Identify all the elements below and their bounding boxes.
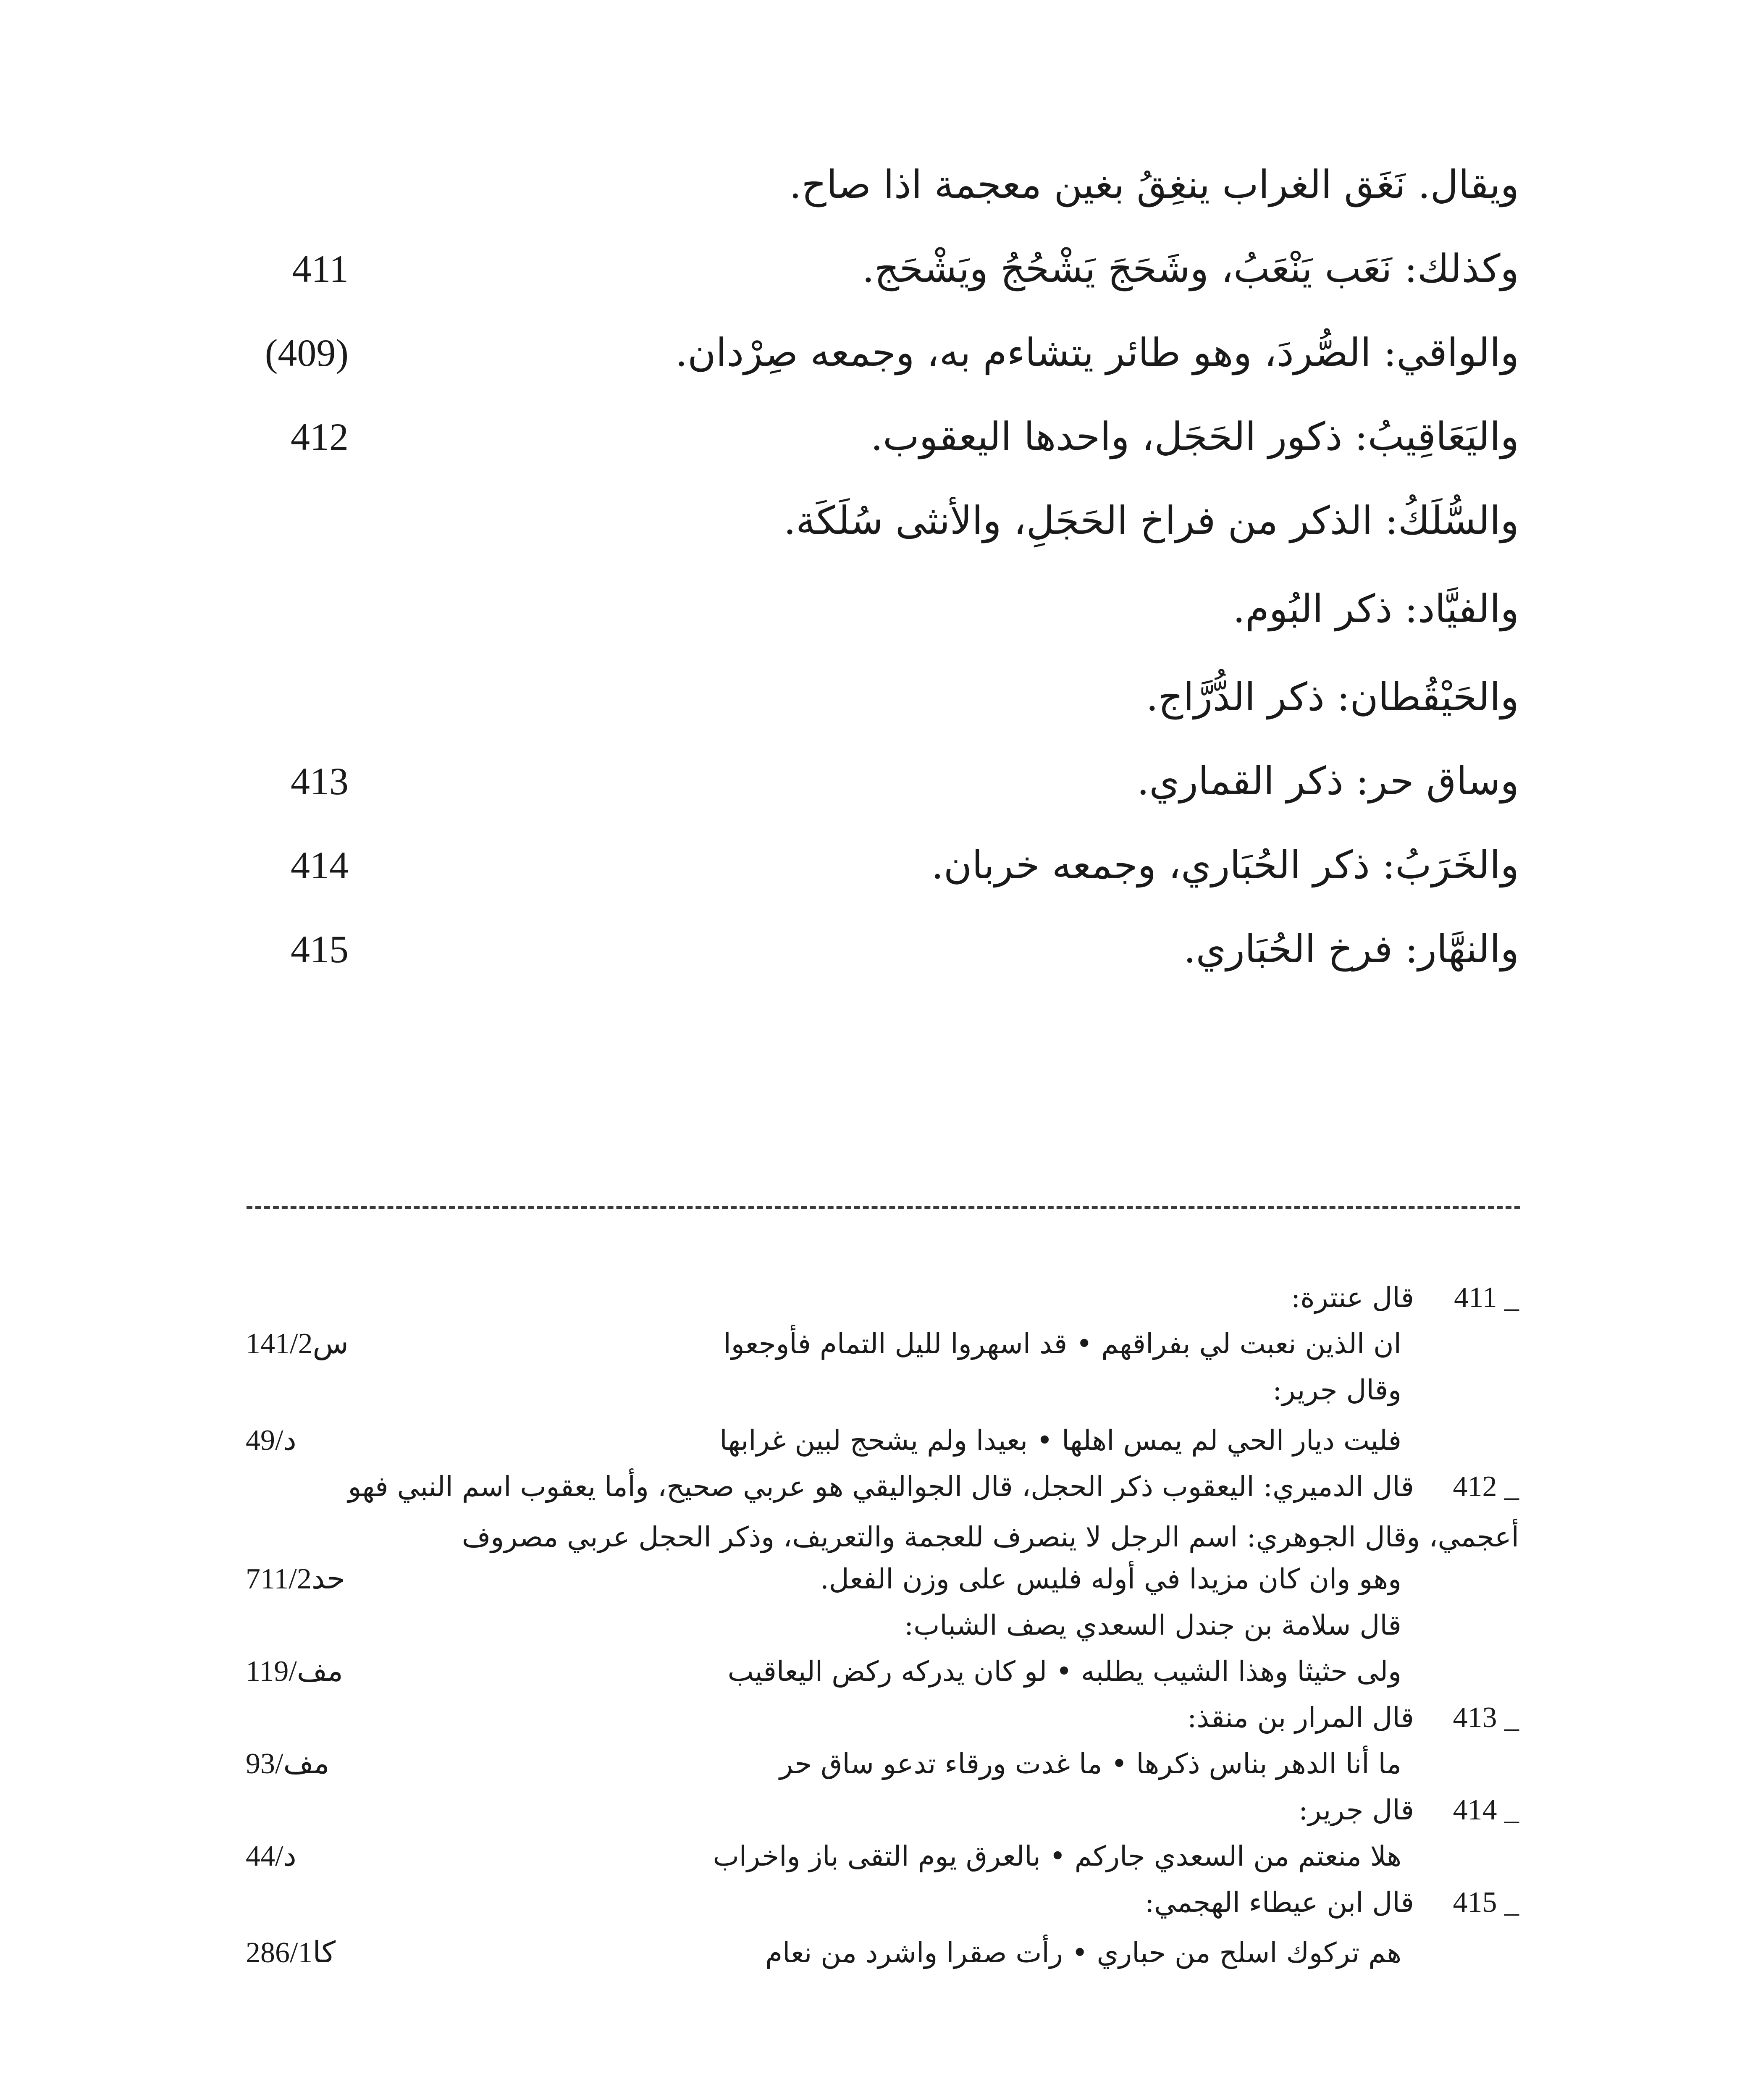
entry-text: والنهَّار: فرخ الحُبَاري. — [1183, 927, 1519, 971]
footnote-line — [0, 1415, 1750, 1466]
entry-number: 415 — [291, 928, 349, 971]
footnote-text: ان الذين نعبت لي بفراقهم • قد اسهروا لليل التمام فأوجعوا — [723, 1328, 1401, 1360]
entry-text: والخَرَبُ: ذكر الحُبَاري، وجمعه خربان. — [931, 843, 1519, 887]
entry-text: والسُّلَكُ: الذكر من فراخ الحَجَلِ، والأنثى سُلَكَة. — [783, 498, 1519, 543]
footnote-number: 412 _ — [1453, 1470, 1519, 1503]
footnote-line — [0, 1928, 1750, 1978]
entry-text: وكذلك: نَعَب يَنْعَبُ، وشَحَجَ يَشْحُجُ ويَشْحَج. — [862, 246, 1519, 291]
entry-text: وساق حر: ذكر القماري. — [1137, 759, 1519, 803]
entry-line — [0, 907, 1750, 991]
entry-number: 413 — [291, 760, 349, 803]
footnote-text: ولى حثيثا وهذا الشيب يطلبه • لو كان يدركه ركض اليعاقيب — [727, 1655, 1401, 1688]
footnote-text: وقال جرير: — [1272, 1374, 1401, 1406]
footnote-line — [0, 1554, 1750, 1604]
entry-line — [0, 567, 1750, 651]
footnote-text: ما أنا الدهر بناس ذكرها • ما غدت ورقاء تدعو ساق حر — [779, 1748, 1401, 1780]
footnote-reference: مف/93 — [246, 1748, 330, 1780]
entry-number: (409) — [265, 331, 349, 374]
footnote-reference: د/49 — [246, 1424, 296, 1457]
footnote-text: قال جرير: — [1299, 1794, 1414, 1826]
footnote-text: قال عنترة: — [1291, 1281, 1414, 1314]
entry-line — [0, 227, 1750, 311]
footnote-line — [0, 1600, 1750, 1651]
footnote-text: هم تركوك اسلح من حباري • رأت صقرا واشرد من نعام — [765, 1937, 1401, 1969]
footnote-line — [0, 1273, 1750, 1323]
footnote-text: فليت ديار الحي لم يمس اهلها • بعيدا ولم يشحج لبين غرابها — [719, 1424, 1401, 1457]
footnote-line — [0, 1739, 1750, 1789]
footnote-separator — [247, 1206, 1520, 1209]
footnote-text: هلا منعتم من السعدي جاركم • بالعرق يوم التقى باز واخراب — [713, 1840, 1401, 1872]
footnote-line — [0, 1785, 1750, 1835]
footnote-reference: مف/119 — [246, 1655, 343, 1688]
footnote-number: 414 _ — [1453, 1794, 1519, 1826]
entry-number: 412 — [291, 415, 349, 458]
footnote-line — [0, 1831, 1750, 1882]
footnote-text: قال المرار بن منقذ: — [1187, 1701, 1414, 1734]
footnote-number: 411 _ — [1454, 1281, 1519, 1314]
footnote-text: قال الدميري: اليعقوب ذكر الحجل، قال الجواليقي هو عربي صحيح، وأما يعقوب اسم النبي فهو — [348, 1470, 1414, 1503]
entry-text: واليَعَاقِيبُ: ذكور الحَجَل، واحدها اليعقوب. — [870, 414, 1519, 459]
entry-line — [0, 655, 1750, 739]
entry-line — [0, 479, 1750, 563]
entry-line — [0, 143, 1750, 227]
footnote-line — [0, 1319, 1750, 1369]
footnote-line — [0, 1877, 1750, 1928]
footnote-text: أعجمي، وقال الجوهري: اسم الرجل لا ينصرف للعجمة والتعريف، وذكر الحجل عربي مصروف — [462, 1521, 1519, 1553]
footnote-reference: س141/2 — [246, 1328, 349, 1360]
footnote-line — [0, 1365, 1750, 1415]
entry-number: 411 — [292, 247, 349, 290]
entry-text: والواقي: الصُّردَ، وهو طائر يتشاءم به، وجمعه صِرْدان. — [675, 330, 1519, 375]
entry-number: 414 — [291, 844, 349, 887]
footnote-reference: حد711/2 — [246, 1563, 345, 1595]
footnote-number: 415 _ — [1453, 1886, 1519, 1919]
footnote-line — [0, 1693, 1750, 1743]
footnote-line — [0, 1646, 1750, 1697]
entry-line — [0, 739, 1750, 823]
footnote-text: وهو وان كان مزيدا في أوله فليس على وزن الفعل. — [820, 1563, 1401, 1595]
footnote-reference: د/44 — [246, 1840, 296, 1872]
entry-text: والحَيْقُطان: ذكر الدُّرَّاج. — [1146, 675, 1519, 719]
footnote-reference: كا286/1 — [246, 1937, 336, 1969]
footnote-text: قال سلامة بن جندل السعدي يصف الشباب: — [904, 1609, 1401, 1641]
entry-line — [0, 311, 1750, 395]
footnote-number: 413 _ — [1453, 1701, 1519, 1734]
entry-line — [0, 823, 1750, 907]
entry-text: ويقال. نَغَق الغراب ينغِقُ بغين معجمة اذا صاح. — [789, 162, 1519, 207]
footnote-line — [0, 1462, 1750, 1512]
entry-text: والفيَّاد: ذكر البُوم. — [1233, 586, 1519, 631]
footnote-text: قال ابن عيطاء الهجمي: — [1145, 1886, 1414, 1919]
entry-line — [0, 395, 1750, 479]
